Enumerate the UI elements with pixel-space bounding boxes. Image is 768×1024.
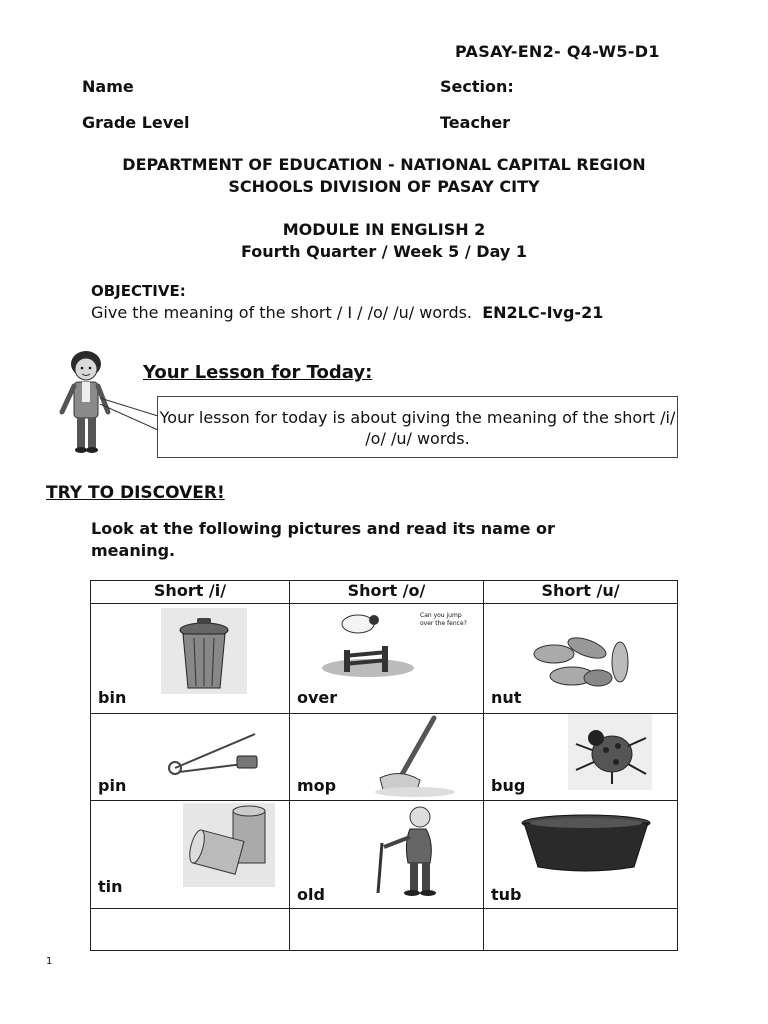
header-short-o: Short /o/ <box>290 581 484 604</box>
fence-caption: Can you jump over the fence? <box>420 612 467 627</box>
word-tin: tin <box>98 877 123 896</box>
peanuts-icon <box>532 632 642 702</box>
grade-level-label: Grade Level <box>82 113 190 132</box>
cell-bin <box>91 604 290 714</box>
cell-mop <box>290 714 484 801</box>
cell-tub <box>484 801 678 909</box>
word-bug: bug <box>491 776 526 795</box>
page-number: 1 <box>46 956 53 967</box>
table-row <box>91 801 678 909</box>
lesson-speech-bubble: Your lesson for today is about giving the meaning of the short /i/ /o/ /u/ words. <box>157 396 678 458</box>
cell-tin <box>91 801 290 909</box>
lesson-heading: Your Lesson for Today: <box>143 362 373 383</box>
mop-icon <box>370 714 460 798</box>
cell-pin <box>91 714 290 801</box>
module-code: PASAY-EN2- Q4-W5-D1 <box>455 42 660 61</box>
empty-cell <box>91 909 290 951</box>
word-pin: pin <box>98 776 127 795</box>
section-label: Section: <box>440 77 514 96</box>
objective-code: EN2LC-Ivg-21 <box>482 303 604 322</box>
objective-label: OBJECTIVE: <box>91 282 186 300</box>
word-tub: tub <box>491 885 522 904</box>
header-short-u: Short /u/ <box>484 581 678 604</box>
cell-old <box>290 801 484 909</box>
word-nut: nut <box>491 688 522 707</box>
teacher-label: Teacher <box>440 113 511 132</box>
table-row-empty <box>91 909 678 951</box>
ladybug-icon <box>568 714 652 790</box>
try-to-discover-heading: TRY TO DISCOVER! <box>46 483 225 503</box>
module-title: MODULE IN ENGLISH 2 <box>282 220 486 239</box>
header-short-i: Short /i/ <box>91 581 290 604</box>
division-title: SCHOOLS DIVISION OF PASAY CITY <box>228 177 540 196</box>
cell-over <box>290 604 484 714</box>
objective-description: Give the meaning of the short / I / /o/ /u/ words. <box>91 303 473 322</box>
word-mop: mop <box>297 776 337 795</box>
dept-title: DEPARTMENT OF EDUCATION - NATIONAL CAPITAL REGION <box>122 155 646 174</box>
safety-pin-icon <box>165 728 261 778</box>
word-old: old <box>297 885 325 904</box>
old-man-icon <box>370 803 450 897</box>
word-picture-table <box>90 580 678 951</box>
tin-cans-icon <box>183 803 275 887</box>
table-row <box>91 714 678 801</box>
word-over: over <box>297 688 338 707</box>
empty-cell <box>484 909 678 951</box>
instruction-text: Look at the following pictures and read its name or meaning. <box>91 519 555 560</box>
cell-nut <box>484 604 678 714</box>
name-label: Name <box>82 77 134 96</box>
cell-bug <box>484 714 678 801</box>
objective-text <box>91 302 661 323</box>
trash-bin-icon <box>161 608 247 694</box>
empty-cell <box>290 909 484 951</box>
word-bin: bin <box>98 688 127 707</box>
tub-icon <box>520 813 652 873</box>
table-header-row <box>91 581 678 604</box>
table-row <box>91 604 678 714</box>
quarter-title: Fourth Quarter / Week 5 / Day 1 <box>240 242 528 261</box>
